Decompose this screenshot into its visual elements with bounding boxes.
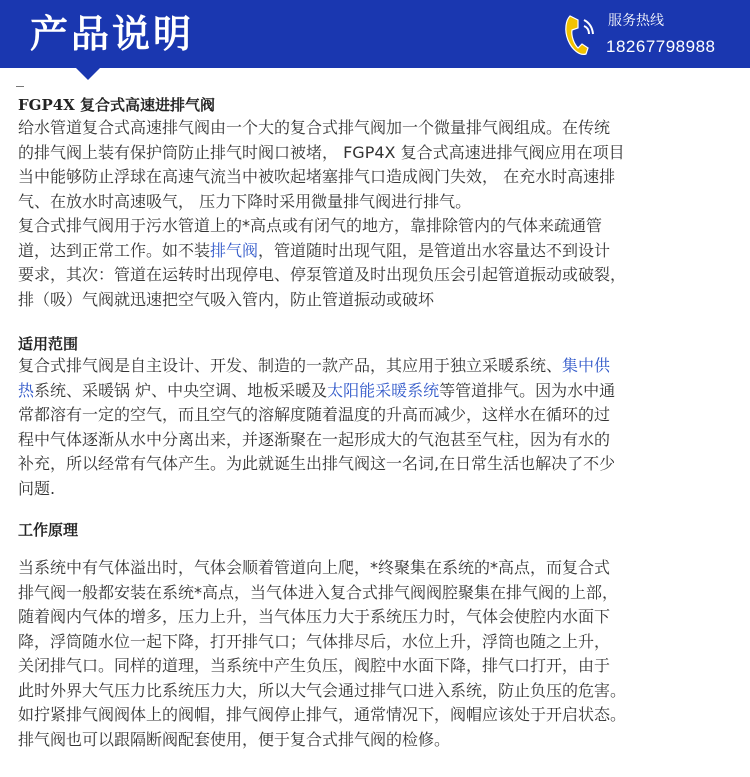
hotline-label: 服务热线 — [608, 13, 664, 29]
text-line: 问题. — [18, 478, 56, 498]
text-line: 程中气体逐渐从水中分离出来，并逐渐聚在一起形成大的气泡甚至气柱，因为有水的 — [18, 429, 611, 449]
phone-icon — [560, 10, 600, 58]
paragraph-principle — [18, 556, 732, 752]
text-line: 排（吸）气阀就迅速把空气吸入管内，防止管道振动或破坏 — [18, 289, 435, 309]
central-heating-link[interactable]: 集中供 — [562, 356, 611, 375]
text-line — [18, 379, 732, 404]
paragraph-usage — [18, 214, 732, 312]
solar-heating-link[interactable]: 太阳能采暖系统 — [327, 380, 440, 400]
section-title-principle: 工作原理 — [18, 521, 79, 539]
text-line — [18, 239, 732, 264]
text-line: 当中能够防止浮球在高速气流当中被吹起堵塞排气口造成阀门失效， 在充水时高速排 — [18, 167, 616, 186]
header-banner — [0, 0, 750, 68]
text-line: 要求，其次：管道在运转时出现停电、停泵管道及时出现负压会引起管道振动或破裂， — [18, 265, 627, 284]
text-segment: 系统、采暖锅 炉、中央空调、地板采暖及 — [34, 380, 328, 400]
text-line: 气、在放水时高速吸气， 压力下降时采用微量排气阀进行排气。 — [18, 191, 472, 211]
central-heating-link-cont[interactable]: 热 — [18, 380, 35, 400]
service-hotline[interactable] — [560, 8, 745, 62]
text-segment: 等管道排气。因为水中通 — [439, 380, 616, 400]
text-line — [18, 354, 732, 379]
text-line: 常都溶有一定的空气，而且空气的溶解度随着温度的升高而减少，这样水在循环的过 — [18, 405, 611, 424]
hotline-number[interactable]: 18267798988 — [606, 37, 716, 56]
text-line: 复合式排气阀用于污水管道上的*高点或有闭气的地方，靠排除管内的气体来疏通管 — [18, 216, 603, 235]
paragraph-intro — [18, 116, 732, 214]
text-line: 如拧紧排气阀阀体上的阀帽，排气阀停止排气，通常情况下，阀帽应该处于开启状态。 — [18, 705, 627, 724]
text-line: 排气阀也可以跟隔断阀配套使用，便于复合式排气阀的检修。 — [18, 729, 451, 749]
text-line: 排气阀一般都安装在系统*高点，当气体进入复合式排气阀阀腔聚集在排气阀的上部， — [18, 582, 619, 602]
text-segment: 道，达到正常工作。如不装 — [18, 240, 211, 260]
divider-tick — [16, 86, 24, 87]
page-title: 产品说明 — [30, 12, 195, 56]
paragraph-scope — [18, 354, 732, 501]
section-title-product: FGP4X 复合式高速进排气阀 — [18, 96, 216, 114]
text-line: 关闭排气口。同样的道理，当系统中产生负压，阀腔中水面下降，排气口打开，由于 — [18, 656, 611, 675]
section-title-scope: 适用范围 — [18, 335, 79, 353]
text-segment: 复合式排气阀是自主设计、开发、制造的一款产品，其应用于独立采暖系统、 — [18, 356, 563, 375]
text-segment: ，管道随时出现气阻，是管道出水容量达不到设计 — [258, 240, 611, 260]
text-line: 降，浮筒随水位一起下降，打开排气口；气体排尽后，水位上升，浮筒也随之上升， — [18, 631, 611, 651]
text-line: 给水管道复合式高速排气阀由一个大的复合式排气阀加一个微量排气阀组成。在传统 — [18, 118, 611, 137]
banner-notch — [76, 68, 100, 80]
exhaust-valve-link[interactable]: 排气阀 — [210, 240, 259, 260]
text-line: 补充，所以经常有气体产生。为此就诞生出排气阀这一名词,在日常生活也解决了不少 — [18, 454, 616, 473]
text-line: 的排气阀上装有保护筒防止排气时阀口被堵， FGP4X 复合式高速进排气阀应用在项目 — [18, 142, 625, 162]
text-line: 当系统中有气体溢出时，气体会顺着管道向上爬，*终聚集在系统的*高点，而复合式 — [18, 558, 611, 577]
text-line: 此时外界大气压力比系统压力大，所以大气会通过排气口进入系统，防止负压的危害。 — [18, 680, 627, 700]
text-line: 随着阀内气体的增多，压力上升，当气体压力大于系统压力时，气体会使腔内水面下 — [18, 607, 611, 626]
